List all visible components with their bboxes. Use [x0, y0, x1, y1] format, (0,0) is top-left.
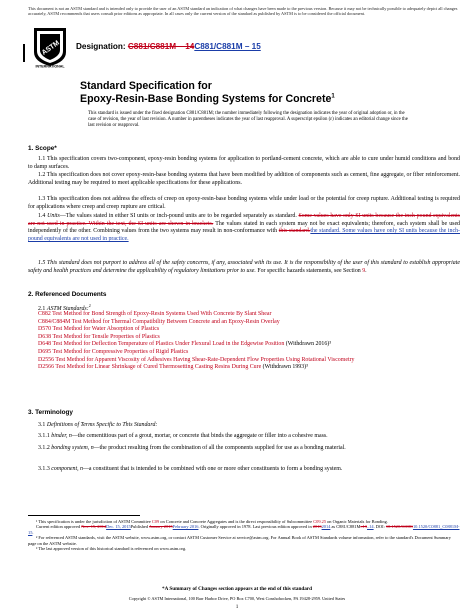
- paragraph-3-1-2: 3.1.2 bonding system, n—the product resulting from the combination of all the components supplied for use as a bonding material.: [38, 445, 346, 451]
- designation-deleted: C881/C881M – 14: [127, 42, 195, 51]
- reference-item: [38, 326, 460, 334]
- paragraph-3-1-3: 3.1.3 component, n—a constituent that is intended to be combined with one or more other constituents to form a bonding system.: [38, 466, 343, 472]
- inserted-text: the standard. Some values have only SI units because the inch-pound equivalents are not used in practice.: [28, 228, 460, 242]
- page-number: 1: [235, 604, 239, 610]
- section-link[interactable]: 9: [362, 267, 366, 274]
- reference-title: Test Method for Thermal Compatibility Between Concrete and an Epoxy-Resin Overlay: [70, 318, 280, 325]
- reference-code-link[interactable]: D2566: [38, 364, 55, 371]
- reference-item: [38, 311, 460, 319]
- paragraph-1-3: 1.3 This specification does not address the effects of creep on epoxy-resin-base bonding systems while under load or the potential for creep rupture. Additional testing is required for applications where creep and creep rupture are critical.: [28, 196, 460, 210]
- deleted-text: this standard.: [278, 228, 311, 235]
- paragraph-3-1-1: 3.1.1 binder, n—the cementitious part of a grout, mortar, or concrete that binds the aggregate or filler into a cohesive mass.: [38, 433, 328, 439]
- reference-title: Test Method for Bond Strength of Epoxy-Resin Systems Used With Concrete By Slant Shear: [50, 311, 272, 317]
- reference-title: Test Method for Deflection Temperature of Plastics Under Flexural Load in the Edgewise Position: [51, 341, 285, 348]
- footnote-rule: [28, 515, 140, 516]
- references-subheading: 2.1 ASTM Standards:$^2$: [38, 303, 91, 312]
- section-heading-scope: 1. Scope*: [28, 145, 57, 152]
- subcommittee-link[interactable]: C09.25: [313, 519, 327, 524]
- footnote-1-edition: Current edition approved Nov. 15, 2014Dec. 15, 2015Published January 2015February 2016. Originally approved in 1978. Last previous edition approved in 20132014 as C881/C881M–13–14. DOI: 10.1520/C088110.1520/C0881_C0881M-15.: [28, 524, 460, 535]
- paragraph-1-2: 1.2 This specification does not cover epoxy-resin-base bonding systems that have been modified by addition of components such as cement, fine aggregate, or fiber reinforcement. Additional testing may be required to meet applicable specifications for these applications.: [28, 172, 460, 186]
- page-title: Epoxy-Resin-Base Bonding Systems for Concrete$^1$: [80, 93, 335, 105]
- astm-logo: [30, 24, 70, 68]
- reference-code-link[interactable]: D570: [38, 326, 52, 333]
- reference-title: Test Method for Linear Shrinkage of Cured Thermosetting Casting Resins During Cure: [54, 364, 262, 371]
- reference-code-link[interactable]: C882: [38, 311, 51, 317]
- reference-item: [38, 341, 460, 349]
- reference-title: Test Method for Compressive Properties of Rigid Plastics: [51, 348, 189, 355]
- section-heading-terminology: 3. Terminology: [28, 409, 73, 416]
- reference-note: (Withdrawn 2016)³: [284, 341, 332, 348]
- paragraph-1-4: 1.4 Units—The values stated in either SI units or inch-pound units are to be regarded separately as standard. Some values have only SI units because the inch-pound equivalents are not used in practice. Within the text, the SI units are shown in brackets. The values stated in each system may not be exact equivalents; therefore, each system shall be used independently of the other. Combining values from the two systems may result in non-conformance with this standard.the standard. Some values have only SI units because the inch-pound equivalents are not used in practice.: [28, 213, 460, 242]
- copyright-line: Copyright © ASTM International, 100 Barr Harbor Drive, PO Box C700, West Conshohocken, PA 19428-2959. United States: [128, 596, 346, 601]
- committee-link[interactable]: C09: [151, 519, 160, 524]
- designation: [76, 42, 261, 51]
- section-heading-references: 2. Referenced Documents: [28, 291, 107, 298]
- change-bar: [23, 44, 25, 62]
- footnote-1: ¹ This specification is under the jurisdiction of ASTM Committee C09 on Concrete and Concrete Aggregates and is the direct responsibility of Subcommittee C09.25 on Organic Materials for Bonding.: [36, 519, 388, 524]
- summary-of-changes-notice: *A Summary of Changes section appears at the end of this standard: [161, 586, 312, 592]
- reference-code-link[interactable]: D695: [38, 348, 52, 355]
- designation-inserted: C881/C881M – 15: [194, 42, 261, 51]
- footnote-3: ³ The last approved version of this historical standard is referenced on www.astm.org.: [36, 546, 187, 552]
- designation-label: Designation:: [76, 42, 128, 51]
- deleted-text: Some values have only SI units because the inch-pound equivalents are not used in practice. Within the text, the SI units are shown in brackets.: [28, 213, 460, 227]
- astm-logo-icon: [30, 24, 70, 68]
- footnotes: [28, 519, 460, 551]
- svg-text:ASTM: ASTM: [40, 39, 61, 57]
- reference-item: [38, 349, 460, 357]
- paragraph-1-1: 1.1 This specification covers two-component, epoxy-resin bonding systems for application to portland-cement concrete, which are able to cure under humid conditions and bond to damp surfaces.: [28, 156, 460, 170]
- reference-title: Test Method for Tensile Properties of Plastics: [51, 333, 160, 340]
- reference-code-link[interactable]: D638: [38, 333, 52, 340]
- paragraph-3-1: 3.1 Definitions of Terms Specific to This Standard:: [38, 422, 158, 428]
- paragraph-1-5: 1.5 This standard does not purport to address all of the safety concerns, if any, associated with its use. It is the responsibility of the user of this standard to establish appropriate safety and health practices and determine the applicability of regulatory limitations prior to use. For specific hazards statements, see Section 9.: [28, 260, 460, 274]
- reference-title: Test Method for Apparent Viscosity of Adhesives Having Shear-Rate-Dependent Flow Properties Using Rotational Viscometry: [54, 356, 355, 363]
- reference-code-link[interactable]: D648: [38, 341, 52, 348]
- reference-item: [38, 364, 460, 372]
- issuance-note: This standard is issued under the fixed designation C881/C881M; the number immediately following the designation indicates the year of original adoption or, in the case of revision, the year of last revision. A number in parentheses indicates the year of last reapproval. A superscript epsilon (ε) indicates an editorial change since the last revision or reapproval.: [88, 111, 408, 128]
- reference-note: (Withdrawn 1993)³: [261, 364, 308, 371]
- footnote-2: ² For referenced ASTM standards, visit the ASTM website, www.astm.org, or contact ASTM Customer Service at service@astm.org. For Annual Book of ASTM Standards volume information, refer to the standard's Document Summary page on the ASTM website.: [28, 535, 451, 546]
- title-footnote-mark: 1: [331, 93, 335, 100]
- reference-title: Test Method for Water Absorption of Plastics: [51, 326, 160, 333]
- redline-notice: This document is not an ASTM standard and is intended only to provide the user of an ASTM standard an indication of what changes have been made to the previous version. Because it may not be technically possible to adequately depict all changes accurately, ASTM recommends that users consult prior editions as appropriate. In all cases only the current version of the standard as published by ASTM is to be considered the official document.: [28, 6, 458, 17]
- reference-code-link[interactable]: C884/C884M: [38, 318, 71, 325]
- standard-type: Standard Specification for: [80, 80, 212, 92]
- svg-text:INTERNATIONAL: INTERNATIONAL: [35, 64, 65, 68]
- reference-list: [38, 311, 460, 372]
- reference-code-link[interactable]: D2556: [38, 356, 55, 363]
